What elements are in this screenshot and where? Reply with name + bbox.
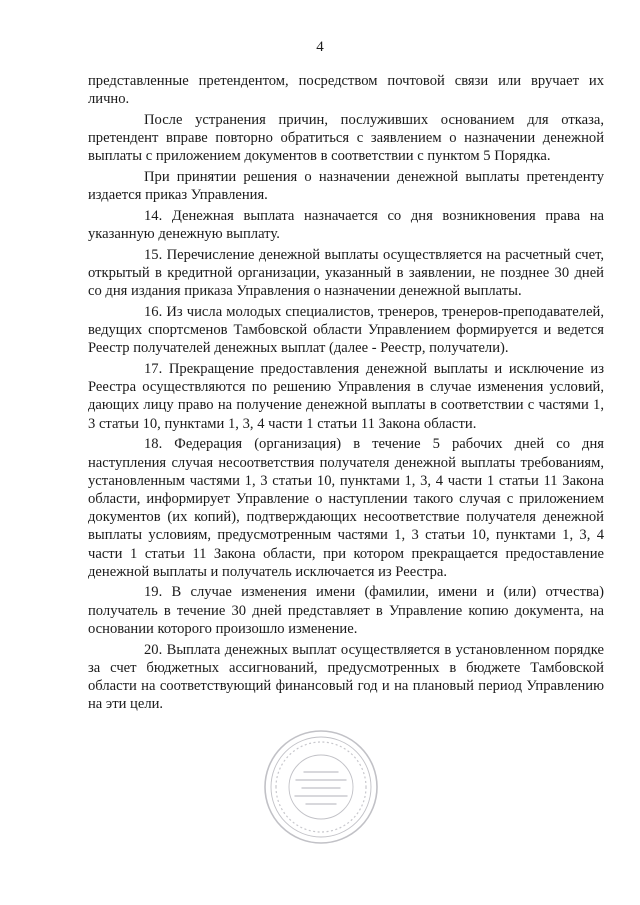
document-body	[88, 72, 604, 716]
official-seal-stamp	[262, 728, 380, 846]
paragraph-order-issued: При принятии решения о назначении денежной выплаты претенденту издается приказ Управления.	[88, 169, 604, 204]
paragraph-16: 16. Из числа молодых специалистов, тренеров, тренеров-преподавателей, ведущих спортсменов Тамбовской области Управлением формируется и ведется Реестр получателей денежных выплат (далее - Реестр, получатели).	[88, 303, 604, 357]
page-number: 4	[316, 39, 324, 55]
paragraph-18: 18. Федерация (организация) в течение 5 рабочих дней со дня наступления случая несоответствия получателя денежной выплаты требованиям, установленным частями 1, 3 статьи 10, пунктами 1, 3, 4 части 1 статьи 11 Закона области, информирует Управление о наступлении такого случая с приложением документов (их копий), подтверждающих несоответствие получателя денежной выплаты условиям, предусмотренным частями 1, 3 статьи 10, пунктами 1, 3, 4 части 1 статьи 11 Закона области, при котором прекращается предоставление денежной выплаты и получатель исключается из Реестра.	[88, 436, 604, 580]
seal-icon	[262, 728, 380, 846]
paragraph-reapplication: После устранения причин, послуживших основанием для отказа, претендент вправе повторно обратиться с заявлением о назначении денежной выплаты с приложением документов в соответствии с пунктом 5 Порядка.	[88, 111, 604, 165]
paragraph-19: 19. В случае изменения имени (фамилии, имени и (или) отчества) получатель в течение 30 дней представляет в Управление копию документа, на основании которого произошло изменение.	[88, 584, 604, 637]
paragraph-15: 15. Перечисление денежной выплаты осуществляется на расчетный счет, открытый в кредитной организации, указанный в заявлении, не позднее 30 дней со дня издания приказа Управления о назначении денежной выплаты.	[88, 246, 604, 300]
paragraph-17: 17. Прекращение предоставления денежной выплаты и исключение из Реестра осуществляются по решению Управления в случае изменения условий, дающих лицу право на получение денежной выплаты в соответствии с частями 1, 3 статьи 10, пунктами 1, 3, 4 части 1 статьи 11 Закона области.	[88, 361, 604, 432]
paragraph-14: 14. Денежная выплата назначается со дня возникновения права на указанную денежную выплату.	[88, 207, 604, 243]
paragraph-20: 20. Выплата денежных выплат осуществляется в установленном порядке за счет бюджетных ассигнований, предусмотренных в бюджете Тамбовской области на соответствующий финансовый год и на плановый период Управлению на эти цели.	[88, 641, 604, 713]
paragraph-continuation: представленные претендентом, посредством почтовой связи или вручает их лично.	[88, 73, 604, 108]
